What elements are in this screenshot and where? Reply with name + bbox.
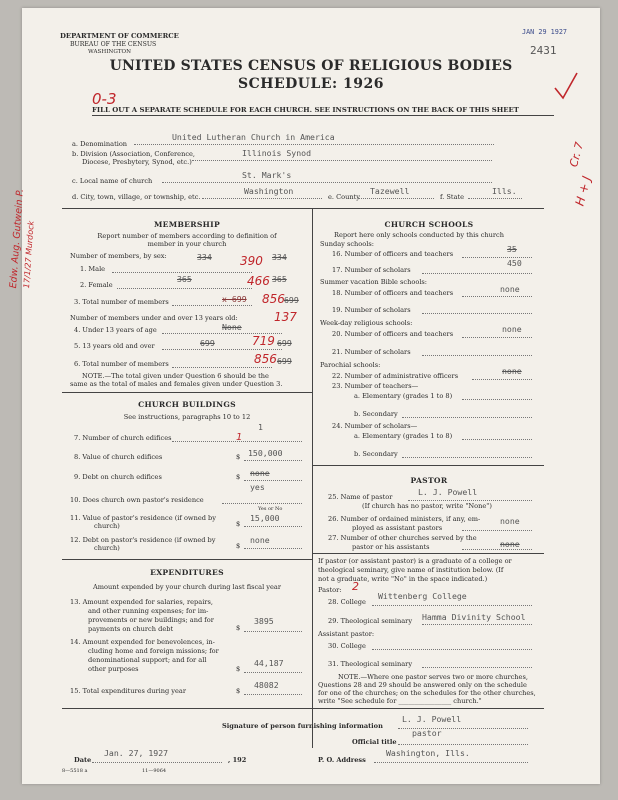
census-schedule-sheet: DEPARTMENT OF COMMERCE BUREAU OF THE CENSUS WASHINGTON JAN 29 1927 2431 UNITED STATES CENSUS OF RELIGIOUS BODIES SCHEDULE: 1926 0-3 FILL OUT A SEPARATE SCHEDULE FOR EACH CHURCH. SEE INSTRUCTIONS ON THE BACK OF THIS SHEET Cr. 7 H + J a. Denomination United Lutheran Church in America b. Division (Association, Conference, Diocese, Presbytery, Synod, etc.) Illinois Synod c. Local name of church St. Mark's d. City, town, village, or township, etc. Washington e. County Tazewell f. State Ills. Edw. Aug. Gutwein P. 17/1/27 Murdock MEMBERSHIP Report number of members according to definition of member in your church Number of members, by sex: 1. Male 334 390 334 2. Female 365 466 365 3. Total number of members x 699 856 699 Number of members under and over 13 years old: 137 4. Under 13 years of age None 5. 13 years old and over 699 719 699 6. Total number of members 856 699 NOTE.—The total given under Question 6 should be the same as the total of males and females given under Question 3. CHURCH BUILDINGS See instructions, paragraphs 10 to 12 7. Number of church edifices 1 1 8. Value of church edifices $ 150,000 9. Debt on church edifices $ none 10. Does church own pastor's residence yes Yes or No 11. Value of pastor's residence (if owned by church) $ 15,000 12. Debt on pastor's residence (if owned by church) $ none EXPENDITURES Amount expended by your church during last fiscal year 13. Amount expended for salaries, repairs, and other running expenses; for im- provements or new buildings; and for payments on church debt $ 3895 14. Amount expended for benevolences, in- cluding home and foreign missions; for denominational support; and for all other purposes $ 44,187 15. Total expenditures during year $ 48082 CHURCH SCHOOLS Report here only schools conducted by this church Sunday schools: 16. Number of officers and teachers 35 17. Number of scholars 450 Summer vacation Bible schools: 18. Number of officers and teachers none 19. Number of scholars Week-day religious schools: 20. Number of officers and teachers none 21. Number of scholars Parochial schools: 22. Number of administrative officers none 23. Number of teachers— a. Elementary (grades 1 to 8) b. Secondary 24. Number of scholars— a. Elementary (grades 1 to 8) b. Secondary PASTOR 25. Name of pastor L. J. Powell (If church has no pastor, write "None") 26. Number of ordained ministers, if any, em- ployed as assistant pastors none 27. Number of other churches served by the pastor or his assistants none If pastor (or assistant pastor) is a graduate of a college or theological seminary, give name of institution below. (If not a graduate, write "No" in the space indicated.) Pastor: 2 28. College Wittenberg College 29. Theological seminary Hamma Divinity School Assistant pastor: 30. College 31. Theological seminary NOTE.—Where one pastor serves two or more churches, Questions 28 and 29 should be answered only on the schedule for one of the churches; on the schedules for the other churches, write "See schedule for ________________ church." Signature of person furnishing information L. J. Powell Official title pastor Date Jan. 27, 1927 , 192 P. O. Address Washington, Ills. 8—5518 a 11—9064 [22,8,600,784]
q2-label: 2. Female [80,281,113,289]
q11-label: 11. Value of pastor's residence (if owned by [70,514,216,522]
q24b-label: b. Secondary [354,450,398,458]
q1-label: 1. Male [80,265,106,273]
church-name-label: c. Local name of church [72,177,153,185]
q4-hand: 137 [274,310,297,324]
pastor-note-3: for one of the churches; on the schedules for the other churches, [318,689,536,697]
document-subtitle: SCHEDULE: 1926 [237,76,385,92]
q28-label: 28. College [328,598,366,606]
q28-hand: 2 [352,580,359,593]
q25-hint: (If church has no pastor, write "None") [362,502,492,510]
q10-hint: Yes or No [258,506,283,512]
q25-label: 25. Name of pastor [328,493,393,501]
q1-typed: 334 [197,252,212,262]
q23-label: 23. Number of teachers— [332,382,419,390]
q21-label: 21. Number of scholars [332,348,411,356]
schools-parochial: Parochial schools: [320,361,381,369]
date-value: Jan. 27, 1927 [104,748,169,758]
document-title: UNITED STATES CENSUS OF RELIGIOUS BODIES [109,58,513,74]
q12-label: 12. Debt on pastor's residence (if owned by [70,536,216,544]
membership-intro-2: member in your church [147,240,227,248]
q13-line-4: payments on church debt [88,625,174,633]
state-value: Ills. [492,186,517,196]
signature-value: L. J. Powell [402,714,462,724]
division-value: Illinois Synod [242,148,312,158]
form-number: 8—5518 a [62,768,88,774]
q6-typed: 699 [277,356,292,366]
q3-strike: x 699 [222,294,247,304]
q4-label: 4. Under 13 years of age [74,326,157,334]
division-label: b. Division (Association, Conference, [72,150,196,158]
schools-weekday: Week-day religious schools: [320,319,413,327]
bureau-name: BUREAU OF THE CENSUS [70,41,157,48]
schools-summer: Summer vacation Bible schools: [320,278,428,286]
q13-line-3: provements or new buildings; and for [88,616,214,624]
q30-label: 30. College [328,642,366,650]
city-value: Washington [244,186,294,196]
q27-line-2: pastor or his assistants [352,543,430,551]
schools-sunday: Sunday schools: [320,240,374,248]
pastor-note-4: write "See schedule for ________________ church." [318,697,482,705]
stamp-number: 2431 [530,44,557,57]
margin-note-1: Edw. Aug. Gutwein P. [8,188,26,289]
schools-heading: CHURCH SCHOOLS [384,220,474,229]
q3-label: 3. Total number of members [74,298,169,306]
city-label: d. City, town, village, or township, etc. [72,193,201,201]
q11-value: 15,000 [250,513,280,523]
q29-label: 29. Theological seminary [328,617,413,625]
hand-hj-note: H + J [572,174,594,208]
instruction-line: FILL OUT A SEPARATE SCHEDULE FOR EACH CHURCH. SEE INSTRUCTIONS ON THE BACK OF THIS SHEET [92,106,519,114]
q7-hand: 1 [236,432,243,443]
print-number: 11—9064 [142,768,167,774]
state-label: f. State [440,193,465,201]
q29-value: Hamma Divinity School [422,612,526,622]
q12-label-2: church) [94,544,120,552]
q25-value: L. J. Powell [418,487,478,497]
q8-value: 150,000 [248,448,283,458]
q20-value: none [502,324,522,334]
q26-line-1: 26. Number of ordained ministers, if any, em- [328,515,481,523]
q14-line-2: cluding home and foreign missions; for [88,647,219,655]
pastor-sub-label: Pastor: [318,586,342,594]
q14-line-4: other purposes [88,665,139,673]
q20-label: 20. Number of officers and teachers [332,330,454,338]
q11-label-2: church) [94,522,120,530]
membership-intro-4: Number of members under and over 13 years old: [70,314,238,322]
q24-label: 24. Number of scholars— [332,422,418,430]
q4-typed: None [222,322,242,332]
q1-typed-2: 334 [272,252,287,262]
q2-hand: 466 [247,274,270,288]
denomination-value: United Lutheran Church in America [172,132,335,142]
check-mark-icon [552,70,580,102]
membership-heading: MEMBERSHIP [153,220,221,229]
q15-value: 48082 [254,680,279,690]
q16-label: 16. Number of officers and teachers [332,250,454,258]
q2-typed: 365 [177,274,192,284]
buildings-heading: CHURCH BUILDINGS [138,400,236,409]
pastor-note-2: Questions 28 and 29 should be answered only on the schedule [318,681,527,689]
po-label: P. O. Address [318,756,366,764]
membership-note-2: same as the total of males and females given under Question 3. [70,380,283,388]
county-value: Tazewell [370,186,410,196]
q5-hand: 719 [252,334,275,348]
q26-line-2: ployed as assistant pastors [352,524,443,532]
q14-line-3: denominational support; and for all [88,656,207,664]
q13-line-2: and other running expenses; for im- [88,607,209,615]
q23b-label: b. Secondary [354,410,398,418]
q27-value: none [500,539,520,549]
q9-value: none [250,468,270,478]
grad-note-3: not a graduate, write "No" in the space indicated.) [318,575,488,583]
q15-label: 15. Total expenditures during year [70,687,186,695]
q31-label: 31. Theological seminary [328,660,413,668]
signature-label: Signature of person furnishing information [222,722,383,730]
q22-label: 22. Number of administrative officers [332,372,459,380]
title-value: pastor [412,728,442,738]
received-stamp: JAN 29 1927 [522,28,568,36]
q10-label: 10. Does church own pastor's residence [70,496,204,504]
schools-sub: Report here only schools conducted by this church [334,231,504,239]
instruction-rule [92,115,554,116]
hand-side-note: Cr. 7 [567,140,587,169]
dept-name: DEPARTMENT OF COMMERCE [60,32,179,40]
membership-note-1: NOTE.—The total given under Question 6 should be the [82,372,269,380]
grad-note-1: If pastor (or assistant pastor) is a graduate of a college or [318,557,512,565]
q16-value: 35 [507,244,517,254]
q5-label: 5. 13 years old and over [74,342,155,350]
q24a-label: a. Elementary (grades 1 to 8) [354,432,453,440]
q13-line-1: 13. Amount expended for salaries, repairs, [70,598,213,606]
year-suffix: , 192 [228,756,247,764]
grad-note-2: theological seminary, give name of institution below. (If [318,566,504,574]
q10-value: yes [250,482,265,492]
q5-typed-2: 699 [277,338,292,348]
q18-label: 18. Number of officers and teachers [332,289,454,297]
po-value: Washington, Ills. [386,748,470,758]
q1-hand: 390 [240,254,263,268]
county-label: e. County [328,193,360,201]
q14-line-1: 14. Amount expended for benevolences, in- [70,638,215,646]
expenditures-intro: Amount expended by your church during last fiscal year [92,583,282,591]
q9-label: 9. Debt on church edifices [74,473,162,481]
q8-label: 8. Value of church edifices [74,453,163,461]
denomination-label: a. Denomination [72,140,128,148]
q28-value: Wittenberg College [378,591,467,601]
division-label-2: Diocese, Presbytery, Synod, etc.) [82,158,192,166]
buildings-sub: See instructions, paragraphs 10 to 12 [123,413,251,421]
q26-value: none [500,516,520,526]
q23a-label: a. Elementary (grades 1 to 8) [354,392,453,400]
margin-note-2: 17/1/27 Murdock [22,220,36,289]
q7-label: 7. Number of church edifices [74,434,172,442]
q18-value: none [500,284,520,294]
church-name-value: St. Mark's [242,170,292,180]
hand-code: 0-3 [92,90,117,108]
assistant-sub-label: Assistant pastor: [318,630,375,638]
membership-intro-3: Number of members, by sex: [70,252,167,260]
date-label: Date [74,756,92,764]
q6-label: 6. Total number of members [74,360,169,368]
q3-typed: 699 [284,295,299,305]
membership-intro-1: Report number of members according to definition of [97,232,277,240]
q14-value: 44,187 [254,658,284,668]
q22-value: none [502,366,522,376]
title-label: Official title [352,738,397,746]
q3-hand: 856 [262,292,285,306]
city-name: WASHINGTON [88,49,132,55]
q17-label: 17. Number of scholars [332,266,411,274]
q7-typed: 1 [258,422,263,432]
q17-value: 450 [507,258,522,268]
q6-hand: 856 [254,352,277,366]
q13-value: 3895 [254,616,274,626]
q2-typed-2: 365 [272,274,287,284]
column-divider [312,208,313,748]
q19-label: 19. Number of scholars [332,306,411,314]
q27-line-1: 27. Number of other churches served by the [328,534,477,542]
q12-value: none [250,535,270,545]
pastor-note-1: NOTE.—Where one pastor serves two or more churches, [338,673,528,681]
expenditures-heading: EXPENDITURES [150,568,224,577]
q5-typed: 699 [200,338,215,348]
pastor-heading: PASTOR [410,476,448,485]
